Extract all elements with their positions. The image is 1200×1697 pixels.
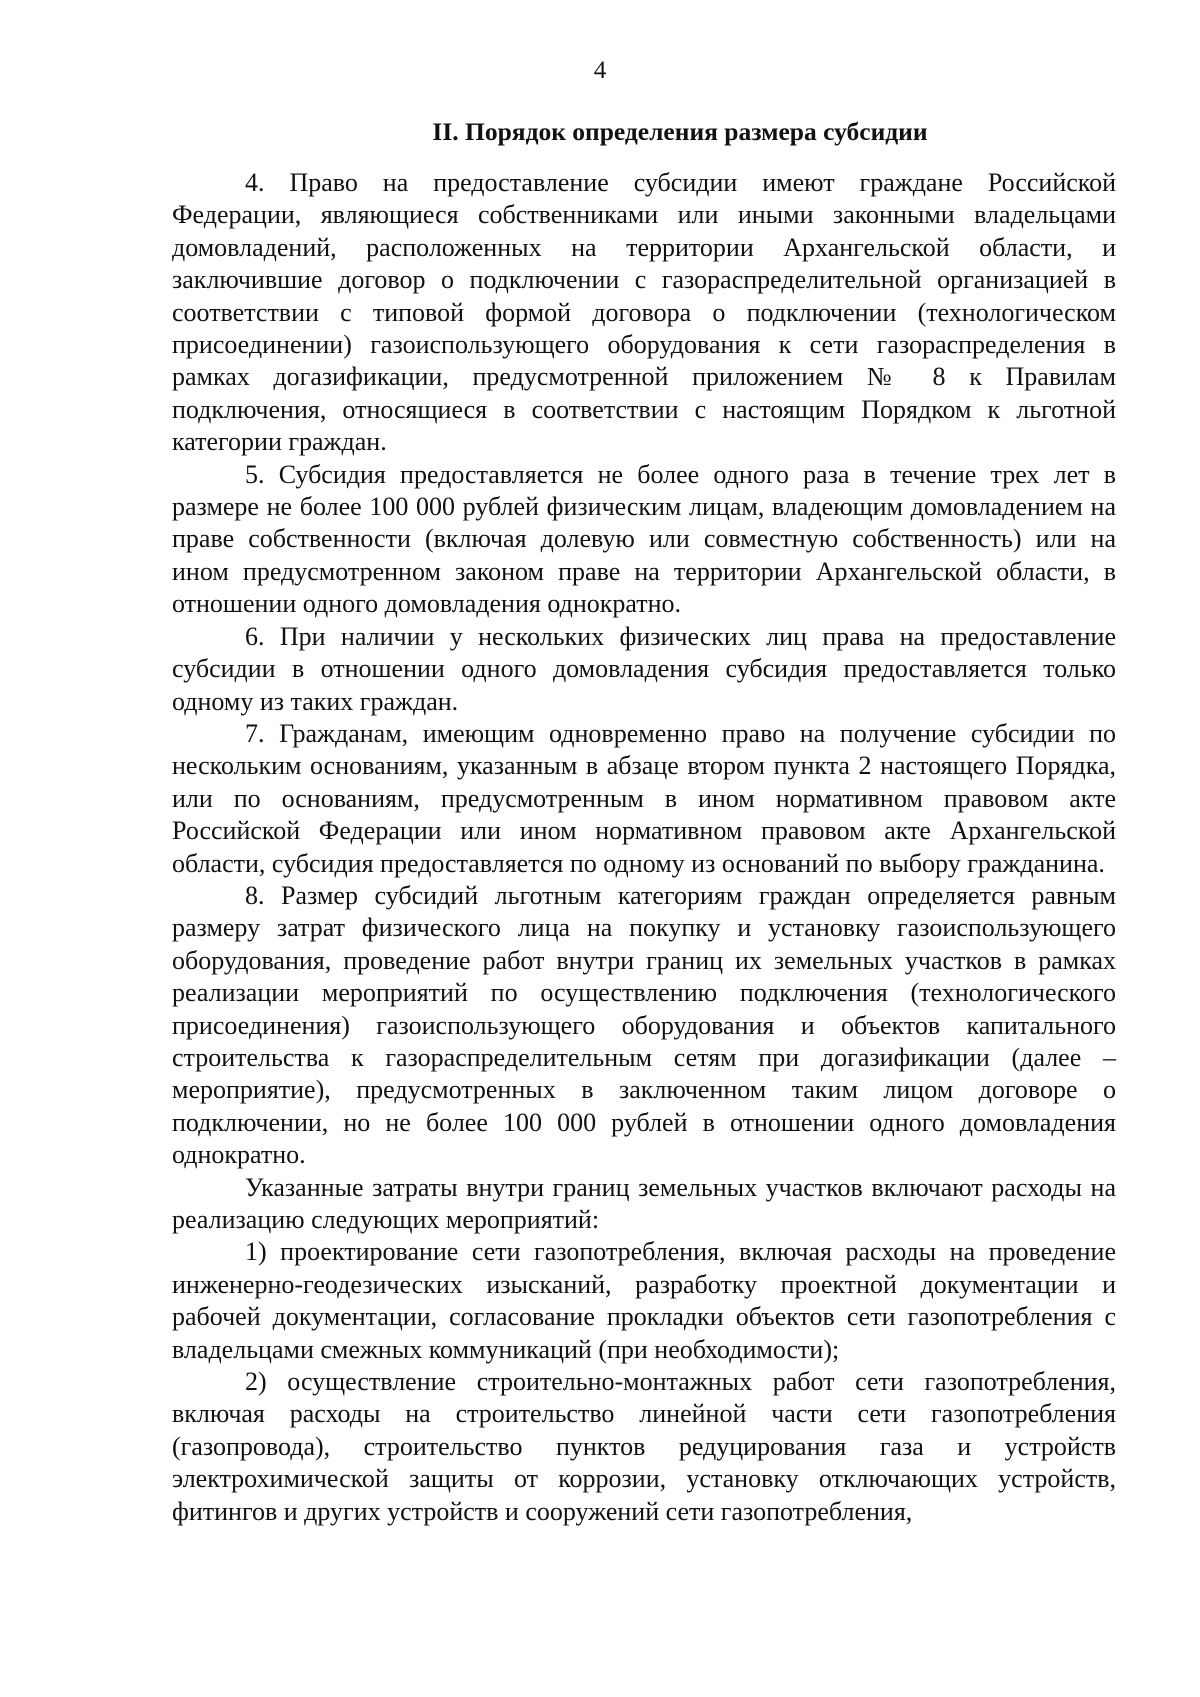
page-number: 4: [593, 57, 607, 84]
paragraph-item-8: 8. Размер субсидий льготным категориям граждан определяется равным размеру затрат физического лица на покупку и установку газоиспользующего оборудования, проведение работ внутри границ их земельных участков в рамках реализации мероприятий по осуществлению подключения (технологического присоединения) газоиспользующего оборудования и объектов капитального строительства к газораспределительным сетям при догазификации (далее – мероприятие), предусмотренных в заключенном таким лицом договоре о подключении, но не более 100 000 рублей в отношении одного домовладения однократно.: [172, 880, 1116, 1170]
paragraph-costs-intro: Указанные затраты внутри границ земельных участков включают расходы на реализацию следующих мероприятий:: [172, 1172, 1116, 1234]
paragraph-item-4: 4. Право на предоставление субсидии имеют граждане Российской Федерации, являющиеся собственниками или иными законными владельцами домовладений, расположенных на территории Архангельской области, и заключившие договор о подключении с газораспределительной организацией в соответствии с типовой формой договора о подключении (технологическом присоединении) газоиспользующего оборудования к сети газораспределения в рамках догазификации, предусмотренной приложением № 8 к Правилам подключения, относящиеся в соответствии с настоящим Порядком к льготной категории граждан.: [172, 168, 1116, 457]
paragraph-item-6: 6. При наличии у нескольких физических лиц права на предоставление субсидии в отношении одного домовладения субсидия предоставляется только одному из таких граждан.: [172, 621, 1116, 716]
section-title: II. Порядок определения размера субсидии: [432, 117, 928, 146]
paragraph-item-7: 7. Гражданам, имеющим одновременно право на получение субсидии по нескольким основаниям, указанным в абзаце втором пункта 2 настоящего Порядка, или по основаниям, предусмотренным в ином нормативном правовом акте Российской Федерации или ином нормативном правовом акте Архангельской области, субсидия предоставляется по одному из оснований по выбору гражданина.: [172, 718, 1116, 878]
list-item-2: 2) осуществление строительно-монтажных работ сети газопотребления, включая расходы на строительство линейной части сети газопотребления (газопровода), строительство пунктов редуцирования газа и устройств электрохимической защиты от коррозии, установку отключающих устройств, фитингов и других устройств и сооружений сети газопотребления,: [172, 1367, 1116, 1526]
paragraph-item-5: 5. Субсидия предоставляется не более одного раза в течение трех лет в размере не более 100 000 рублей физическим лицам, владеющим домовладением на праве собственности (включая долевую или совместную собственность) или на ином предусмотренном законом праве на территории Архангельской области, в отношении одного домовладения однократно.: [172, 459, 1116, 619]
list-item-1: 1) проектирование сети газопотребления, включая расходы на проведение инженерно-геодезических изысканий, разработку проектной документации и рабочей документации, согласование прокладки объектов сети газопотребления с владельцами смежных коммуникаций (при необходимости);: [172, 1237, 1116, 1364]
document-body: [172, 167, 1116, 1528]
